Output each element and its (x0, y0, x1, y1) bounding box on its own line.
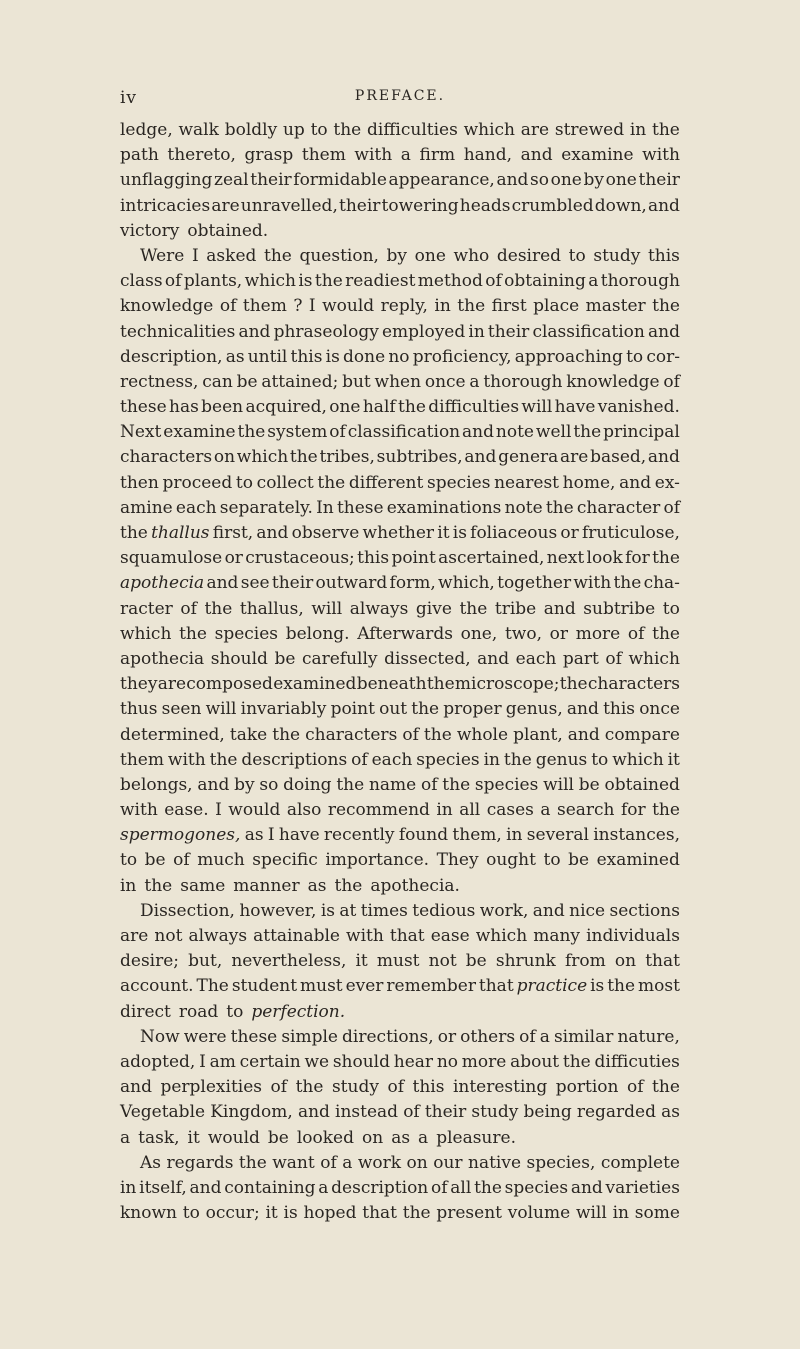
text-line: unflagging zeal their formidable appearance, and so one by one their (120, 170, 680, 191)
text-line: thus seen will invariably point out the proper genus, and this once (120, 699, 680, 720)
text-line: apothecia and see their outward form, which, together with the cha- (120, 573, 680, 594)
text-line: belongs, and by so doing the name of the species will be obtained (120, 774, 680, 795)
text-line: amine each separately. In these examinations note the character of (120, 497, 680, 518)
text-line: a task, it would be looked on as a pleasure. (120, 1127, 516, 1148)
text-line: with ease. I would also recommend in all cases a search for the (120, 800, 680, 821)
preface-text (120, 118, 680, 1226)
text-line: in itself, and containing a description of all the species and varieties (120, 1177, 680, 1198)
text-line: account. The student must ever remember that practice is the most (120, 976, 680, 997)
text-line: path thereto, grasp them with a firm hand, and examine with (120, 145, 680, 166)
text-line: Now were these simple directions, or others of a similar nature, (140, 1026, 680, 1047)
text-line: As regards the want of a work on our native species, complete (140, 1152, 680, 1173)
text-line: the thallus first, and observe whether it is foliaceous or fruticulose, (120, 523, 680, 543)
text-line: intricacies are unravelled, their towering heads crumbled down, and (120, 195, 680, 216)
text-line: Were I asked the question, by one who desired to study this (140, 245, 680, 266)
text-line: these has been acquired, one half the difficulties will have vanished. (120, 397, 680, 418)
text-line: them with the descriptions of each species in the genus to which it (120, 749, 680, 770)
text-line: rectness, can be attained; but when once a thorough knowledge of (120, 371, 680, 392)
page-header (120, 88, 680, 112)
text-line: to be of much specific importance. They ought to be examined (120, 850, 680, 871)
text-line: Next examine the system of classification and note well the principal (120, 422, 680, 443)
text-line: description, as until this is done no proficiency, approaching to cor- (120, 346, 680, 367)
text-line: direct road to perfection. (120, 1001, 346, 1022)
text-line: Vegetable Kingdom, and instead of their study being regarded as (120, 1102, 680, 1123)
text-line: technicalities and phraseology employed in their classification and (120, 321, 680, 342)
text-line: adopted, I am certain we should hear no more about the difficuties (120, 1051, 680, 1072)
text-line: they are composed examined beneath the microscope; the characters (120, 674, 680, 695)
text-line: class of plants, which is the readiest method of obtaining a thorough (120, 271, 680, 292)
text-line: are not always attainable with that ease which many individuals (120, 926, 680, 946)
page-number: iv (120, 88, 138, 108)
text-line: knowledge of them ? I would reply, in the first place master the (120, 296, 680, 317)
text-line: in the same manner as the apothecia. (120, 875, 460, 896)
text-line: ledge, walk boldly up to the difficulties which are strewed in the (120, 120, 680, 140)
text-line: spermogones, as I have recently found them, in several instances, (120, 825, 680, 846)
text-line: apothecia should be carefully dissected, and each part of which (120, 648, 680, 669)
text-line: Dissection, however, is at times tedious work, and nice sections (140, 900, 680, 921)
text-line: desire; but, nevertheless, it must not be shrunk from on that (120, 951, 680, 972)
text-line: racter of the thallus, will always give the tribe and subtribe to (120, 598, 680, 619)
text-line: which the species belong. Afterwards one, two, or more of the (120, 623, 680, 644)
text-line: squamulose or crustaceous; this point ascertained, next look for the (120, 548, 680, 569)
text-line: characters on which the tribes, subtribes, and genera are based, and (120, 447, 680, 468)
text-line: determined, take the characters of the whole plant, and compare (120, 724, 680, 745)
text-line: then proceed to collect the different species nearest home, and ex- (120, 472, 680, 493)
running-head: PREFACE. (354, 88, 446, 104)
text-line: and perplexities of the study of this interesting portion of the (120, 1077, 680, 1098)
text-line: known to occur; it is hoped that the present volume will in some (120, 1203, 680, 1224)
text-line: victory obtained. (120, 220, 269, 241)
